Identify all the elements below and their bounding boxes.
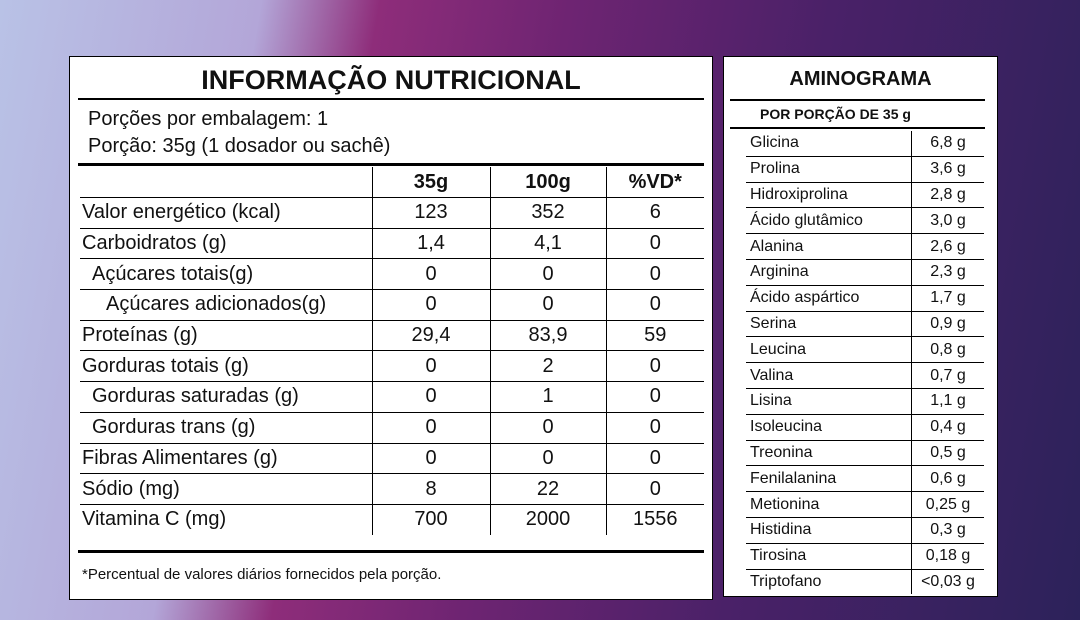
header-blank — [80, 167, 372, 198]
value-100g: 83,9 — [490, 320, 606, 351]
row-label: Gorduras trans (g) — [80, 412, 372, 443]
value-vd: 0 — [606, 290, 704, 321]
table-row — [746, 388, 984, 414]
amino-name: Ácido glutâmico — [746, 208, 912, 234]
divider — [78, 550, 704, 553]
value-vd: 1556 — [606, 504, 704, 534]
value-vd: 0 — [606, 382, 704, 413]
header-vd: %VD* — [606, 167, 704, 198]
value-35g: 0 — [372, 351, 490, 382]
value-100g: 4,1 — [490, 228, 606, 259]
table-row — [746, 543, 984, 569]
table-row — [746, 466, 984, 492]
divider — [78, 98, 704, 100]
table-row — [746, 414, 984, 440]
row-label: Gorduras totais (g) — [80, 351, 372, 382]
table-row — [80, 259, 704, 290]
amino-name: Triptofano — [750, 572, 822, 590]
value-35g: 123 — [372, 198, 490, 229]
table-row — [80, 412, 704, 443]
amino-value: 0,8 g — [912, 337, 985, 363]
aminogram-panel — [723, 56, 998, 597]
value-vd: 0 — [606, 443, 704, 474]
value-100g: 352 — [490, 198, 606, 229]
value-35g: 0 — [372, 382, 490, 413]
value-100g: 0 — [490, 443, 606, 474]
table-row — [746, 363, 984, 389]
row-label: Carboidratos (g) — [80, 228, 372, 259]
servings-per-package: Porções por embalagem: 1 — [88, 108, 329, 130]
value-vd: 0 — [606, 474, 704, 505]
table-row — [80, 443, 704, 474]
amino-value: 3,0 g — [912, 208, 985, 234]
table-row — [746, 234, 984, 260]
row-label: Proteínas (g) — [80, 320, 372, 351]
table-row — [746, 208, 984, 234]
value-100g: 2 — [490, 351, 606, 382]
table-row — [746, 131, 984, 156]
amino-value: 2,6 g — [912, 234, 985, 260]
table-row — [80, 474, 704, 505]
amino-value: 3,6 g — [912, 156, 985, 182]
value-100g: 0 — [490, 412, 606, 443]
amino-value: 1,1 g — [912, 388, 985, 414]
amino-value: 0,7 g — [912, 363, 985, 389]
row-label: Gorduras saturadas (g) — [80, 382, 372, 413]
table-row — [746, 156, 984, 182]
amino-name: Metionina — [746, 492, 912, 518]
table-row — [80, 382, 704, 413]
amino-name: Treonina — [746, 440, 912, 466]
nutrition-title: INFORMAÇÃO NUTRICIONAL — [201, 65, 581, 95]
amino-name: Alanina — [746, 234, 912, 260]
divider — [78, 163, 704, 166]
row-label: Sódio (mg) — [80, 474, 372, 505]
amino-name: Ácido aspártico — [746, 285, 912, 311]
value-35g: 29,4 — [372, 320, 490, 351]
table-row — [746, 182, 984, 208]
aminogram-subtitle: POR PORÇÃO DE 35 g — [760, 106, 911, 122]
serving-size: Porção: 35g (1 dosador ou sachê) — [88, 135, 391, 157]
amino-name: Isoleucina — [746, 414, 912, 440]
amino-name: Tirosina — [746, 543, 912, 569]
value-35g: 0 — [372, 259, 490, 290]
amino-name: Leucina — [746, 337, 912, 363]
value-35g: 700 — [372, 504, 490, 534]
amino-value: 0,18 g — [912, 543, 985, 569]
amino-value: 0,3 g — [912, 517, 985, 543]
value-100g: 1 — [490, 382, 606, 413]
table-row — [746, 259, 984, 285]
nutrition-facts-panel — [69, 56, 713, 600]
value-35g: 1,4 — [372, 228, 490, 259]
amino-value: 2,8 g — [912, 182, 985, 208]
amino-name: Hidroxiprolina — [746, 182, 912, 208]
amino-name: Valina — [746, 363, 912, 389]
value-35g: 0 — [372, 412, 490, 443]
value-vd: 0 — [606, 412, 704, 443]
row-label: Fibras Alimentares (g) — [80, 443, 372, 474]
header-100g: 100g — [490, 167, 606, 198]
table-row — [80, 290, 704, 321]
table-row — [746, 440, 984, 466]
amino-value: 0,25 g — [912, 492, 985, 518]
aminogram-title: AMINOGRAMA — [789, 68, 932, 90]
nutrition-table — [80, 167, 704, 535]
table-row — [746, 311, 984, 337]
table-row — [746, 492, 984, 518]
row-label: Açúcares adicionados(g) — [80, 290, 372, 321]
amino-value: 0,5 g — [912, 440, 985, 466]
amino-name: Prolina — [746, 156, 912, 182]
value-vd: 0 — [606, 259, 704, 290]
table-row — [80, 198, 704, 229]
amino-name: Histidina — [746, 517, 912, 543]
amino-value: <0,03 g — [912, 569, 985, 594]
divider — [730, 99, 985, 101]
value-100g: 2000 — [490, 504, 606, 534]
divider — [730, 127, 985, 129]
value-35g: 0 — [372, 290, 490, 321]
amino-name: Lisina — [746, 388, 912, 414]
amino-name: Arginina — [746, 259, 912, 285]
amino-name: Glicina — [746, 131, 912, 156]
aminogram-table — [746, 131, 984, 594]
amino-name: Serina — [746, 311, 912, 337]
value-35g: 0 — [372, 443, 490, 474]
row-label: Açúcares totais(g) — [80, 259, 372, 290]
footnote: *Percentual de valores diários fornecidos pela porção. — [82, 566, 442, 583]
table-row — [80, 228, 704, 259]
table-row — [80, 320, 704, 351]
table-row — [80, 351, 704, 382]
nutrition-header-row — [80, 167, 704, 198]
value-100g: 22 — [490, 474, 606, 505]
amino-value: 0,4 g — [912, 414, 985, 440]
amino-value: 1,7 g — [912, 285, 985, 311]
value-100g: 0 — [490, 259, 606, 290]
table-row — [80, 504, 704, 534]
table-row — [746, 569, 984, 594]
amino-value: 0,9 g — [912, 311, 985, 337]
value-100g: 0 — [490, 290, 606, 321]
value-vd: 59 — [606, 320, 704, 351]
table-row — [746, 285, 984, 311]
table-row — [746, 337, 984, 363]
value-35g: 8 — [372, 474, 490, 505]
row-label: Vitamina C (mg) — [80, 504, 372, 534]
table-row — [746, 517, 984, 543]
amino-name: Fenilalanina — [746, 466, 912, 492]
amino-value: 0,6 g — [912, 466, 985, 492]
value-vd: 6 — [606, 198, 704, 229]
row-label: Valor energético (kcal) — [80, 198, 372, 229]
amino-value: 2,3 g — [912, 259, 985, 285]
header-35g: 35g — [372, 167, 490, 198]
value-vd: 0 — [606, 228, 704, 259]
amino-value: 6,8 g — [912, 131, 985, 156]
value-vd: 0 — [606, 351, 704, 382]
